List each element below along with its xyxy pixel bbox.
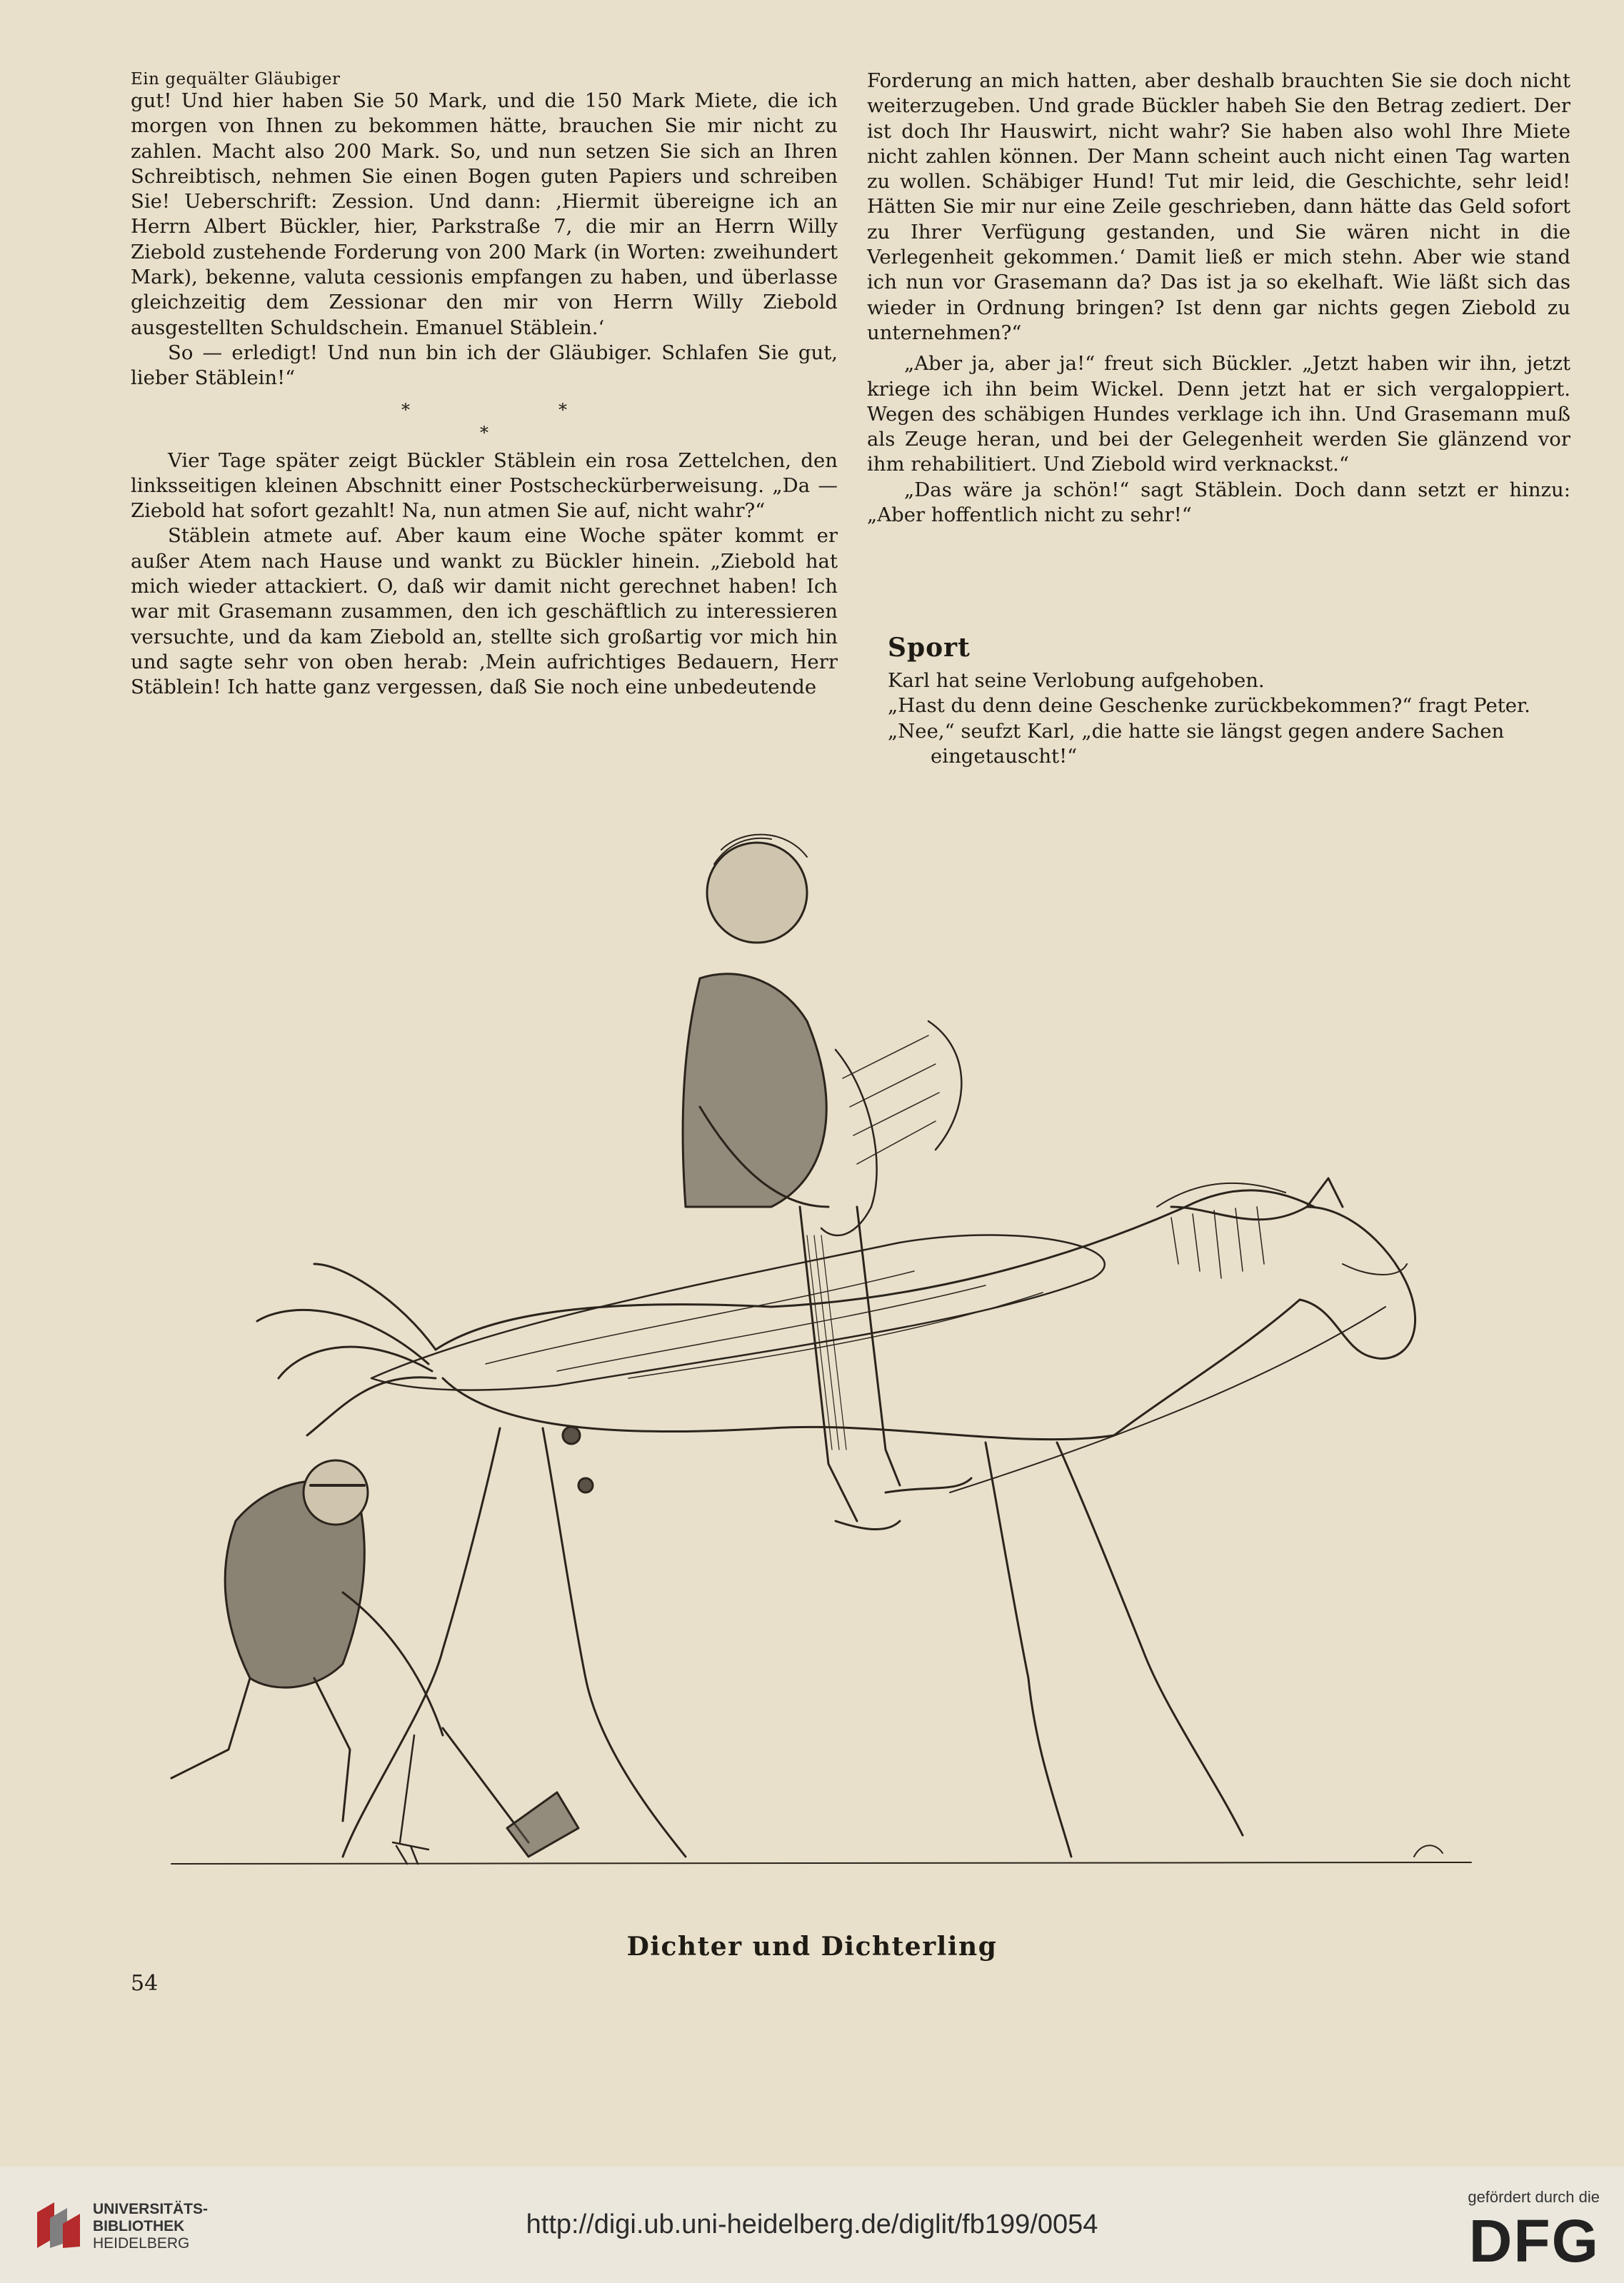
sport-heading: Sport <box>888 633 971 663</box>
library-name: UNIVERSITÄTS- BIBLIOTHEK HEIDELBERG <box>93 2201 209 2252</box>
running-head: Ein gequälter Gläubiger <box>131 70 341 89</box>
paragraph: gut! Und hier haben Sie 50 Mark, und die 150 Mark Miete, die ich morgen von Ihnen zu bekommen hätte, brauchen Sie mir nicht zu zahlen. Macht also 200 Mark. So, und nun setzen Sie sich an Ihren Schreibtisch, nehmen Sie einen Bogen guten Papiers und schreiben Sie! Ueberschrift: Zession. Und dann: ‚Hiermit übereigne ich an Herrn Albert Bückler, hier, Parkstraße 7, die mir an Herrn Willy Ziebold zustehende Forderung von 200 Mark (in Worten: zweihundert Mark), bekenne, valuta cessionis empfangen zu haben, und überlasse gleichzeitig dem Zessionar den mir von Herrn Willy Ziebold ausgestellten Schuldschein. Emanuel Stäblein.‘ <box>131 89 838 339</box>
star: * <box>480 422 488 443</box>
sport-anecdote <box>888 668 1552 769</box>
section-divider-stars <box>131 401 838 441</box>
paragraph: Vier Tage später zeigt Bückler Stäblein ein rosa Zettelchen, den linksseitigen kleinen Abschnitt einer Postscheckürberweisung. „Da — Ziebold hat sofort gezahlt! Na, nun atmen Sie auf, nicht wahr?“ <box>131 448 838 523</box>
paragraph: „Aber ja, aber ja!“ freut sich Bückler. „Jetzt haben wir ihn, jetzt kriege ich ihn beim Wickel. Denn jetzt hat er sich vergaloppiert. Wegen des schäbigen Hundes verklage ich ihn. Und Grasemann muß als Zeuge heran, und bei der Gelegenheit werden Sie glänzend vor ihm rehabilitiert. Und Ziebold wird verknackst.“ <box>867 352 1570 476</box>
sport-line: eingetauscht!“ <box>931 744 1078 768</box>
paragraph: Stäblein atmete auf. Aber kaum eine Woche später kommt er außer Atem nach Hause und wankt zu Bückler hinein. „Ziebold hat mich wieder attackiert. O, daß wir damit nicht gerechnet haben! Ich war mit Grasemann zusammen, den ich geschäftlich zu interessieren versuchte, und da kam Ziebold an, stellte sich großartig vor mich hin und sagte sehr von oben herab: ‚Mein aufrichtiges Bedauern, Herr Stäblein! Ich hatte ganz vergessen, daß Sie noch eine unbedeutende <box>131 524 838 699</box>
paragraph: So — erledigt! Und nun bin ich der Gläubiger. Schlafen Sie gut, lieber Stäblein!“ <box>131 341 838 390</box>
page-number: 54 <box>131 1971 159 1996</box>
left-text-column <box>131 89 838 701</box>
illustration-caption: Dichter und Dichterling <box>626 1932 998 1962</box>
sport-line: „Nee,“ seufzt Karl, „die hatte sie längst gegen andere Sachen <box>888 719 1505 743</box>
paragraph: Forderung an mich hatten, aber deshalb brauchten Sie sie doch nicht weiterzugeben. Und grade Bückler habeh Sie den Betrag zediert. Der ist doch Ihr Hauswirt, nicht wahr? Sie haben also wohl Ihre Miete nicht zahlen können. Der Mann scheint auch nicht einen Tag warten zu wollen. Schäbiger Hund! Tut mir leid, die Geschichte, sehr leid! Hätten Sie mir nur eine Zeile geschrieben, dann hätte das Geld sofort zu Ihrer Verfügung gestanden, und Sie wären nicht in die Verlegenheit gekommen.‘ Damit ließ er mich stehn. Aber wie stand ich nun vor Grasemann da? Das ist ja so ekelhaft. Wie läßt sich das wieder in Ordnung bringen? Ist denn gar nichts gegen Ziebold zu unternehmen?“ <box>867 69 1570 344</box>
right-text-column <box>867 69 1570 528</box>
viewer-footer <box>0 2167 1624 2283</box>
star: * <box>401 399 410 420</box>
cartoon-illustration <box>129 807 1514 1921</box>
sport-line: Karl hat seine Verlobung aufgehoben. <box>888 669 1265 692</box>
star: * <box>558 399 567 420</box>
paragraph: „Das wäre ja schön!“ sagt Stäblein. Doch dann setzt er hinzu: „Aber hoffentlich nicht zu sehr!“ <box>867 478 1570 527</box>
sport-line: „Hast du denn deine Geschenke zurückbekommen?“ fragt Peter. <box>888 694 1530 718</box>
dfg-logo: DFG <box>1468 2207 1600 2274</box>
permalink-url[interactable]: http://digi.ub.uni-heidelberg.de/diglit/fb199/0054 <box>526 2209 1098 2239</box>
funding-note: gefördert durch die <box>1468 2188 1600 2206</box>
